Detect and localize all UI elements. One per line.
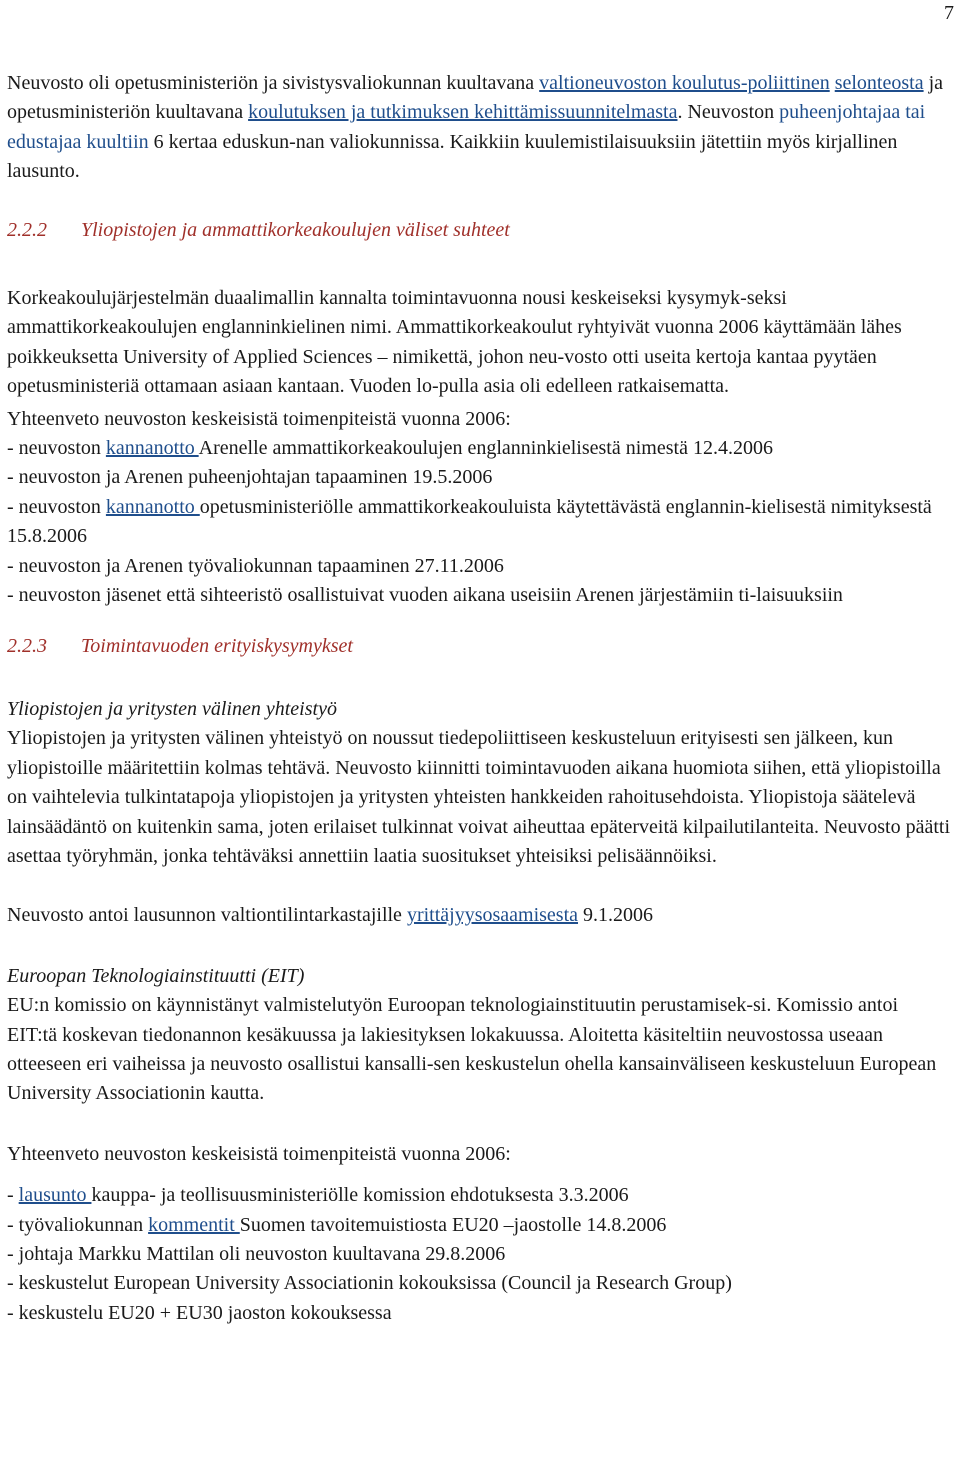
summary-list-2 bbox=[7, 1140, 953, 1328]
cooperation-section bbox=[7, 695, 953, 871]
link-statement-arene[interactable]: kannanotto bbox=[105, 437, 199, 460]
intro-text-5: 6 kertaa eduskun-nan valiokunnissa. Kaikkiin kuulemistilaisuuksiin jätettiin myös kirjallinen lausunto. bbox=[7, 130, 898, 183]
link-entrepreneurship[interactable]: yrittäjyysosaamisesta bbox=[406, 904, 579, 927]
paragraph: EU:n komissio on käynnistänyt valmistelutyön Euroopan teknologiainstituutin perustamisek-si. Komissio antoi EIT:tä koskevan tiedonannon kesäkuussa ja lakiesityksen lokakuussa. Aloitetta käsiteltiin neuvostossa useaan otteeseen eri vaiheissa ja neuvosto osallistui kansalli-sen keskustelun ohella kansainväliseen keskusteluun European University Associationin kautta. bbox=[7, 994, 937, 1105]
list-item bbox=[7, 1181, 953, 1210]
link-statement-ministry[interactable]: kannanotto bbox=[105, 495, 200, 518]
list-item-text: - bbox=[7, 1184, 19, 1207]
section-heading-2-2-2 bbox=[7, 216, 953, 245]
section-heading-2-2-3 bbox=[7, 632, 953, 661]
link-lausunto[interactable]: lausunto bbox=[18, 1184, 92, 1207]
intro-text-1: Neuvosto oli opetusministeriön ja sivistysvaliokunnan kuultavana bbox=[7, 72, 540, 94]
list-item: - keskustelu EU20 + EU30 jaoston kokouksessa bbox=[7, 1301, 392, 1324]
paragraph: Yliopistojen ja yritysten välinen yhteistyö on noussut tiedepoliittiseen keskusteluun erityisesti sen jälkeen, kun yliopistoille määritettiin kolmas tehtävä. Neuvosto kiinnitti toimintavuoden aikana huomiota siihen, että yliopistoilla on vaihtelevia tulkintatapoja yliopistojen ja yritysten yhteisten hankkeiden rahoitusehdoista. Yliopistoja säätelevä lainsäädäntö on kuitenkin sama, joten erilaiset tulkinnat voivat aiheuttaa epäterveitä kilpailutilanteita. Neuvosto päätti asettaa työryhmän, jonka tehtäväksi annettiin laatia suositukset yhteisiksi pelisäännöiksi. bbox=[7, 727, 951, 867]
list-item: - neuvoston ja Arenen työvaliokunnan tapaaminen 27.11.2006 bbox=[7, 554, 504, 577]
eit-section bbox=[7, 962, 953, 1109]
list-item: - keskustelut European University Associationin kokouksissa (Council ja Research Group) bbox=[7, 1272, 732, 1295]
link-policy-report[interactable]: valtioneuvoston koulutus-poliittinen bbox=[539, 72, 830, 94]
document-body bbox=[7, 69, 953, 1328]
summary-title: Yhteenveto neuvoston keskeisistä toimenpiteistä vuonna 2006: bbox=[7, 1142, 511, 1165]
link-chair-hearings[interactable]: puheenjohtajaa tai edustajaa kuultiin bbox=[7, 101, 926, 153]
list-item: - johtaja Markku Mattilan oli neuvoston kuultavana 29.8.2006 bbox=[7, 1243, 506, 1265]
dual-model-paragraph: Korkeakoulujärjestelmän duaalimallin kannalta toimintavuonna nousi keskeiseksi kysymyk-seksi ammattikorkeakoulujen englanninkielinen nimi. Ammattikorkeakoulut ryhtyivät vuonna 2006 käyttämään lähes poikkeuksetta University of Applied Sciences – nimikettä, johon neu-vosto otti useita kertoja kantaa pyytäen opetusministeriä ottamaan asiaan kantaan. Vuoden lo-pulla asia oli edelleen ratkaisematta. bbox=[7, 287, 902, 398]
section-title: Toimintavuoden erityiskysymykset bbox=[81, 634, 353, 657]
list-item bbox=[7, 434, 953, 463]
paragraph-text: Neuvosto antoi lausunnon valtiontilintarkastajille bbox=[7, 904, 407, 927]
list-item-text: - työvaliokunnan bbox=[7, 1213, 149, 1236]
section-title: Yliopistojen ja ammattikorkeakoulujen väliset suhteet bbox=[81, 218, 510, 241]
list-item: - neuvoston jäsenet että sihteeristö osallistuivat vuoden aikana useisiin Arenen järjestämiin ti-laisuuksiin bbox=[7, 584, 843, 607]
list-item-text: opetusministeriölle ammattikorkeakouluista käytettävästä englannin-kielisestä nimityksestä 15.8.2006 bbox=[7, 495, 932, 548]
paragraph-text: 9.1.2006 bbox=[578, 904, 654, 927]
page-number: 7 bbox=[944, 2, 954, 24]
statement-paragraph bbox=[7, 901, 953, 930]
list-item bbox=[7, 1211, 953, 1240]
link-development-plan[interactable]: koulutuksen ja tutkimuksen kehittämissuunnitelmasta bbox=[248, 101, 678, 124]
intro-text-3: ja opetusministeriön kuultavana bbox=[7, 72, 944, 124]
summary-list-1 bbox=[7, 405, 953, 611]
section-number: 2.2.2 bbox=[7, 218, 47, 241]
intro-text-4: . Neuvoston bbox=[677, 101, 780, 124]
summary-title: Yhteenveto neuvoston keskeisistä toimenpiteistä vuonna 2006: bbox=[7, 407, 511, 430]
section-number: 2.2.3 bbox=[7, 634, 47, 657]
list-item-text: - neuvoston bbox=[7, 495, 106, 518]
list-item-text: Arenelle ammattikorkeakoulujen englanninkielisestä nimestä 12.4.2006 bbox=[198, 437, 773, 460]
list-item-text: - neuvoston bbox=[7, 437, 106, 460]
subheading: Euroopan Teknologiainstituutti (EIT) bbox=[7, 964, 305, 987]
list-item-text: kauppa- ja teollisuusministeriölle komission ehdotuksesta 3.3.2006 bbox=[91, 1184, 629, 1207]
subheading: Yliopistojen ja yritysten välinen yhteistyö bbox=[7, 697, 337, 720]
link-report[interactable]: selonteosta bbox=[834, 72, 924, 94]
link-kommentit[interactable]: kommentit bbox=[148, 1213, 240, 1236]
list-item-text: Suomen tavoitemuistiosta EU20 –jaostolle 14.8.2006 bbox=[239, 1213, 667, 1236]
list-item: - neuvoston ja Arenen puheenjohtajan tapaaminen 19.5.2006 bbox=[7, 466, 493, 489]
list-item bbox=[7, 493, 953, 552]
intro-paragraph bbox=[7, 69, 953, 187]
